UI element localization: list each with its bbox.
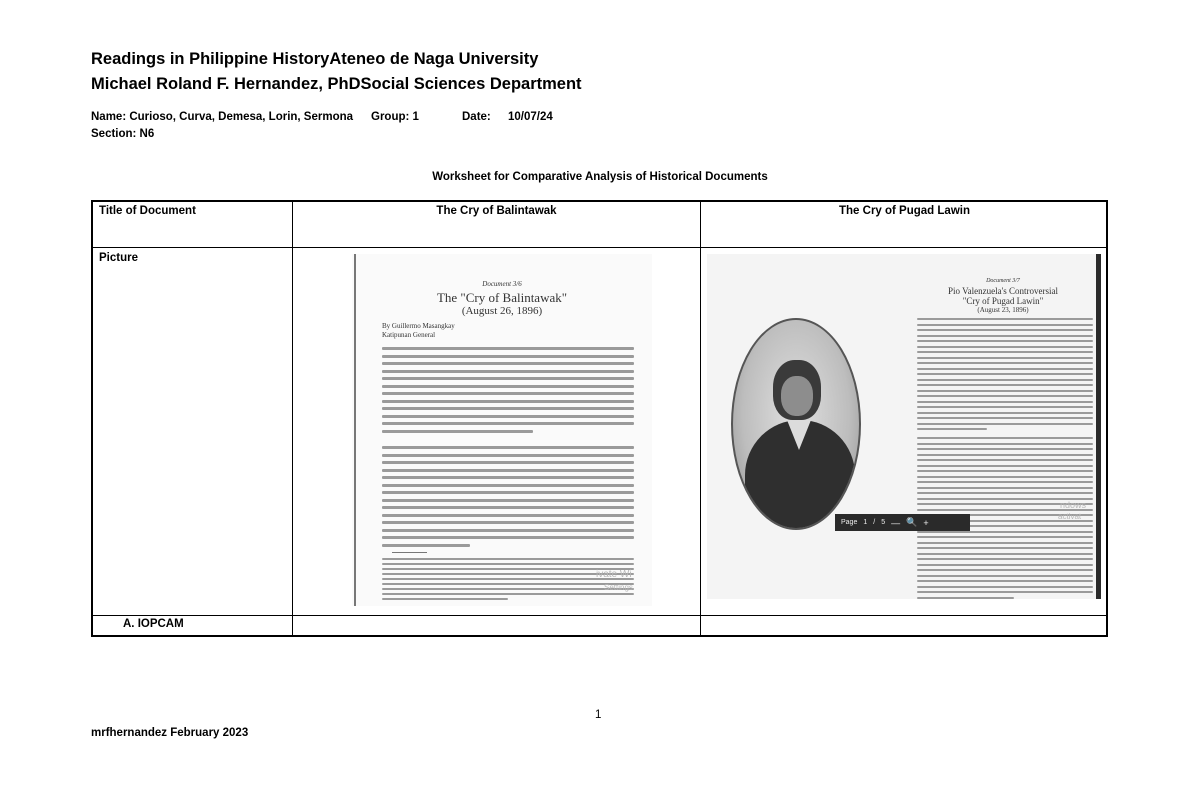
- watermark-activate-left-2: Settings: [604, 583, 633, 592]
- date-value: 10/07/24: [508, 111, 553, 123]
- meta-row-2: [91, 126, 691, 143]
- pdf-viewer-toolbar: [835, 514, 970, 531]
- student-names: Name: Curioso, Curva, Demesa, Lorin, Sermona: [91, 111, 354, 123]
- viewer-current-page[interactable]: 1: [863, 519, 868, 526]
- scan-doc-title-right-1: Pio Valenzuela's Controversial: [948, 286, 1058, 296]
- pdf-viewer-scrollbar[interactable]: [1096, 254, 1101, 599]
- scan-right-paragraph-1: [917, 318, 1093, 434]
- col-header-title: Title of Document: [99, 205, 196, 217]
- header-line-course: Readings in Philippine HistoryAteneo de Naga University: [91, 50, 539, 68]
- table-col-divider-2: [700, 202, 701, 635]
- table-row-divider-1: [93, 247, 1106, 248]
- scan-doc-title: The "Cry of Balintawak": [436, 290, 568, 305]
- group-label: Group: 1: [371, 111, 419, 123]
- page-footer: mrfhernandez February 2023: [91, 727, 249, 739]
- scan-footnote: [382, 558, 634, 603]
- zoom-in-button[interactable]: +: [923, 517, 929, 528]
- scan-footnote-rule: [392, 552, 427, 553]
- scan-paragraph-1: [382, 347, 634, 437]
- row-label-iopcam: A. IOPCAM: [123, 618, 184, 630]
- scan-doc-author: By Guillermo Masangkay: [382, 322, 455, 330]
- scan-paragraph-2: [382, 446, 634, 551]
- viewer-page-separator: /: [873, 519, 876, 526]
- scan-cry-of-pugad-lawin: [707, 254, 1099, 599]
- row-label-picture: Picture: [99, 252, 138, 264]
- scan-doc-date: (August 26, 1896): [461, 305, 543, 317]
- scan-doc-number-right: Document 3/7: [986, 278, 1020, 284]
- watermark-activate-right-2: activat: [1058, 512, 1082, 521]
- table-col-divider-1: [292, 202, 293, 635]
- section-label: Section: N6: [91, 128, 155, 140]
- meta-row-1: [91, 109, 691, 126]
- scan-doc-author-title: Katipunan General: [382, 331, 436, 339]
- search-plus-icon[interactable]: 🔍: [906, 517, 918, 527]
- scan-doc-date-right: (August 23, 1896): [977, 306, 1029, 314]
- table-row-divider-2: [93, 615, 1106, 616]
- zoom-out-button[interactable]: —: [891, 517, 901, 528]
- page-number: 1: [595, 709, 602, 721]
- col-header-pugad-lawin: The Cry of Pugad Lawin: [839, 205, 970, 217]
- viewer-total-pages: 5: [881, 519, 886, 526]
- watermark-activate-left-1: ivate Wi: [596, 569, 632, 580]
- scan-cry-of-balintawak: [352, 254, 652, 606]
- scan-doc-title-right-2: "Cry of Pugad Lawin": [962, 296, 1044, 306]
- portrait-photo: [731, 318, 861, 530]
- worksheet-title: Worksheet for Comparative Analysis of Historical Documents: [432, 171, 768, 183]
- student-meta: [91, 109, 691, 143]
- col-header-balintawak: The Cry of Balintawak: [436, 205, 557, 217]
- document-header: [91, 47, 582, 97]
- viewer-page-label: Page: [841, 519, 858, 526]
- header-line-instructor: Michael Roland F. Hernandez, PhDSocial Sciences Department: [91, 75, 582, 93]
- watermark-activate-right-1: ndows: [1060, 500, 1087, 510]
- scan-doc-number: Document 3/6: [482, 280, 522, 288]
- portrait-face: [781, 376, 813, 416]
- date-label: Date:: [462, 111, 491, 123]
